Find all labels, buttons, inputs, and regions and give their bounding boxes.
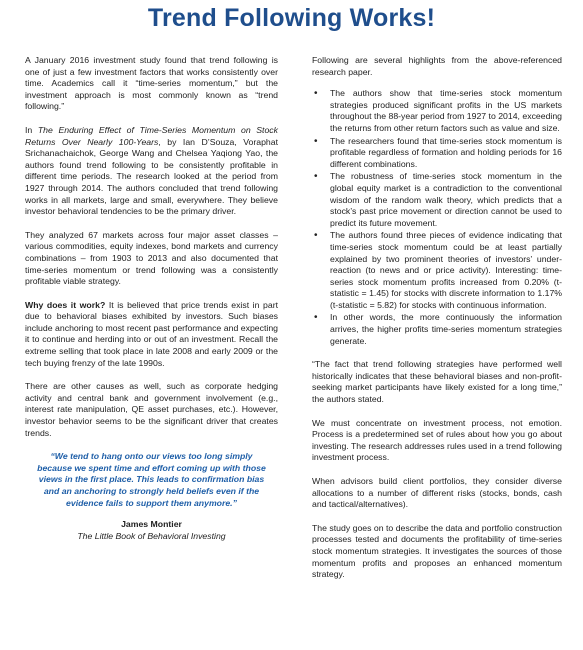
highlights-intro: Following are several highlights from the above-referenced research paper.: [312, 55, 562, 77]
list-item: • The authors show that time-series stock momentum strategies produced significant profits in the US markets throughout the 88-year period from 1927 to 2014, exceeding the returns from other return factors such as value and size.: [330, 88, 562, 134]
list-item: • In other words, the more continuously the information arrives, the higher profits time-series momentum strategies generate.: [330, 312, 562, 347]
page-title: Trend Following Works!: [147, 4, 436, 32]
why-paragraph: [25, 300, 278, 370]
intro-paragraph: A January 2016 investment study found that trend following is one of just a few investment factors that works consistently over time. Academics call it “time-series momentum,” but the investment approach is most commonly known as “trend following.”: [25, 55, 278, 112]
advisors-paragraph: When advisors build client portfolios, they consider diverse allocations to a number of different risks (stocks, bonds, cash and tactical/alternatives).: [312, 476, 562, 510]
why-heading: Why does it work?: [25, 299, 106, 310]
study-book-title: The Enduring Effect of Time-Series Momentum on Stock Returns Over Nearly 100-Years: [25, 124, 278, 147]
list-item: • The authors found three pieces of evidence indicating that time-series stock momentum could be at least partially explained by two prominent theories of investors’ under-reaction (to news and or price activity). Interesting: time-series stock momentum profits increased from 0.20% (t-statistic = 1.45) for stocks with discrete information to 1.17% (t-statistic = 5.82) for stocks with continuous information.: [330, 230, 562, 311]
study-rest-text: , by Ian D’Souza, Voraphat Srichanachaichok, George Wang and Chelsea Yaqiong Yao, the authors found trend following to be consistently profitable in different time periods. The research looked at the period from 1927 through 2014. The authors concluded that trend following works in all markets, large and small, everywhere. They believe investor behavioral tendencies to be the primary driver.: [25, 136, 278, 217]
study-details-paragraph: The study goes on to describe the data and portfolio construction processes tested and documents the profitability of time-series stock momentum strategies. It investigates the sources of those momentum profits and proposes an enhanced momentum strategy.: [312, 522, 562, 580]
process-paragraph: We must concentrate on investment process, not emotion. Process is a predetermined set of rules about how you go about investing. The research addresses rules used in a trend following investment process.: [312, 417, 562, 463]
highlights-list: [312, 88, 562, 347]
study-intro-text: In: [25, 124, 38, 135]
right-column: [312, 55, 562, 593]
causes-paragraph: There are other causes as well, such as corporate hedging activity and central bank and government involvement (e.g., interest rate manipulation, QE asset purchases, etc.). However, investor behavior seems to be the significant driver that creates trends.: [25, 381, 278, 438]
list-item: • The robustness of time-series stock momentum in the global equity market is a contradiction to the conventional wisdom of the random walk theory, which predicts that a stock’s past price movement or direction cannot be used to predict its future movement.: [330, 171, 562, 229]
list-item: • The researchers found that time-series stock momentum is profitable regardless of formation and holding periods for 16 different combinations.: [330, 136, 562, 171]
left-column: [25, 55, 278, 542]
authors-quote-paragraph: “The fact that trend following strategies have performed well historically indicates that these behavioral biases and non-profit-seeking market participants have likely existed for a long time,” the authors stated.: [312, 359, 562, 405]
why-text: It is believed that price trends exist in part due to behavioral biases exhibited by investors. Such biases include anchoring to most recent past performance and expecting it to continue and herding into or out of an investment. Recall the extreme selling that took place in late 2008 and early 2009 or the tech buying frenzy of the late 1990s.: [25, 299, 278, 368]
study-paragraph: [25, 125, 278, 218]
quote-author: James Montier: [121, 519, 182, 530]
quote-book: The Little Book of Behavioral Investing: [77, 530, 226, 541]
markets-paragraph: They analyzed 67 markets across four major asset classes – various commodities, equity indexes, bond markets and currency combinations – from 1903 to 2013 and also documented that time-series momentum or trend following was a consistently profitable viable strategy.: [25, 229, 278, 287]
pull-quote: “We tend to hang onto our views too long simply because we spent time and effort coming up with those views in the first place. This leads to confirmation bias and an anchoring to strongly held beliefs even if the evidence fails to support them anymore.”: [37, 451, 266, 508]
